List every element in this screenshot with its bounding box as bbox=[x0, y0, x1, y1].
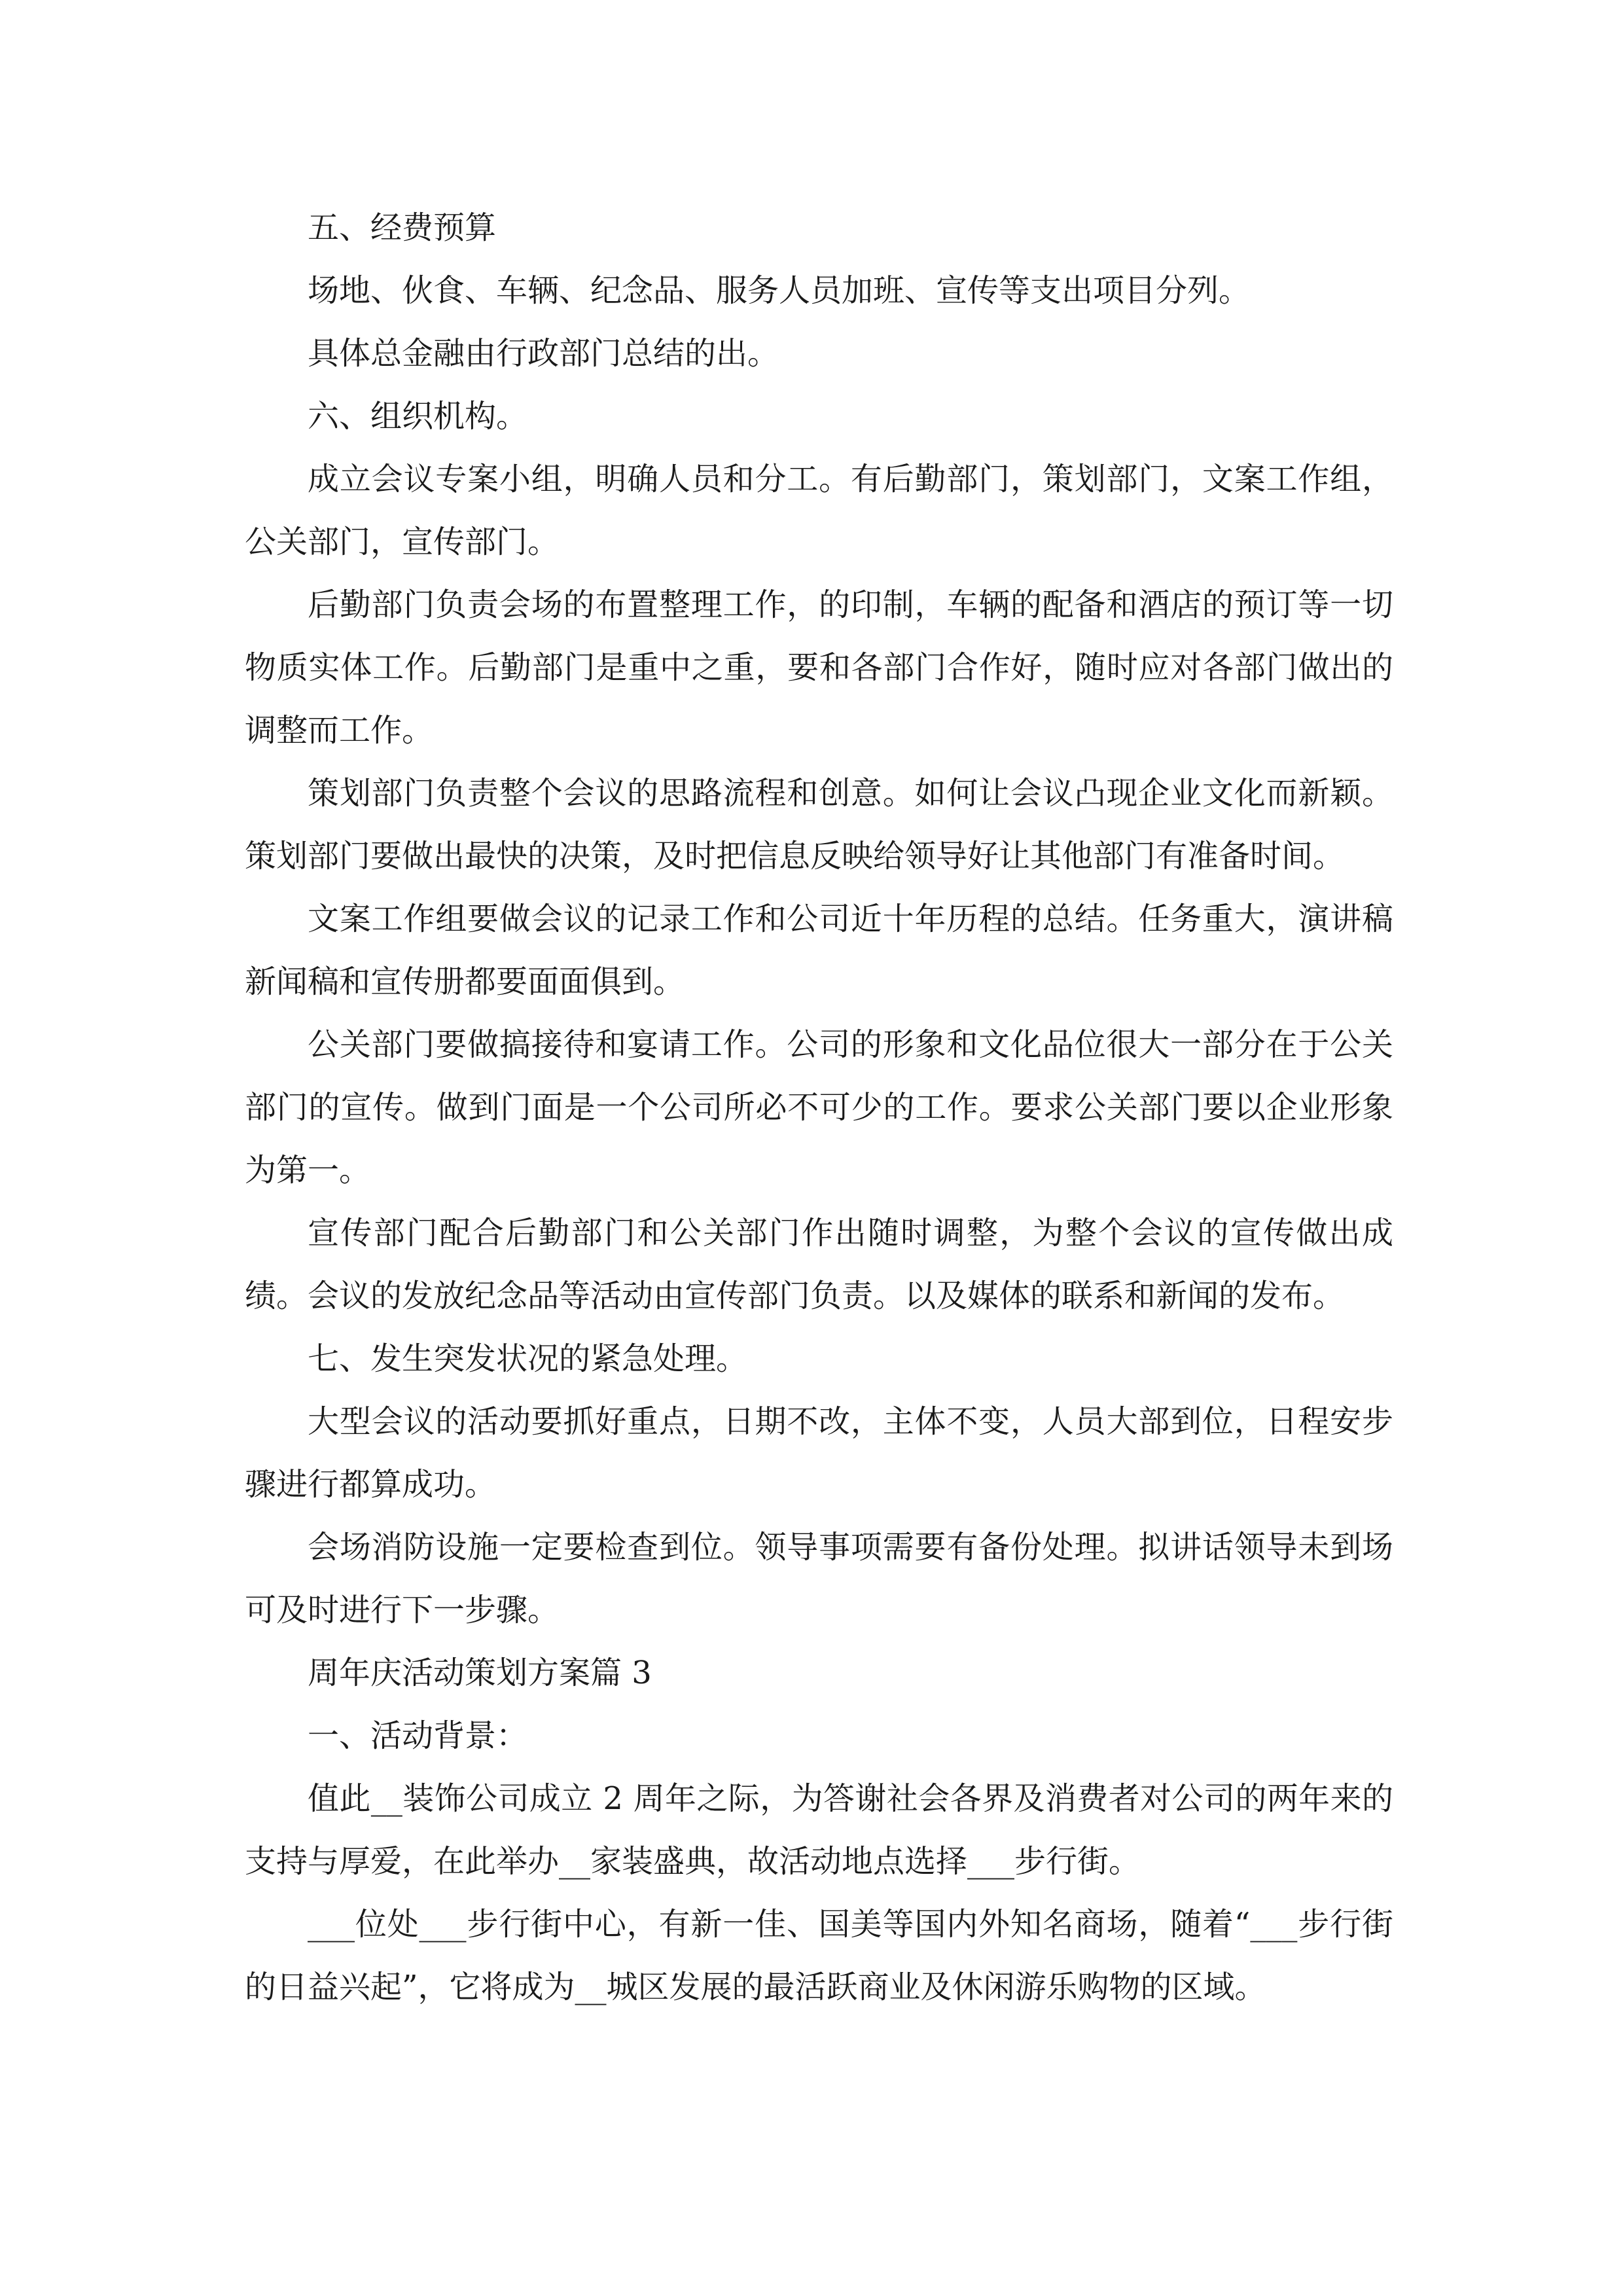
paragraph-fire-safety: 会场消防设施一定要检查到位。领导事项需要有备份处理。拟讲话领导未到场可及时进行下一步骤。 bbox=[245, 1529, 1393, 1628]
paragraph-total-amount: 具体总金融由行政部门总结的出。 bbox=[308, 335, 779, 372]
heading-budget: 五、经费预算 bbox=[308, 209, 497, 246]
paragraph-public-relations: 公关部门要做搞接待和宴请工作。公司的形象和文化品位很大一部分在于公关部门的宣传。做到门面是一个公司所必不可少的工作。要求公关部门要以企业形象为第一。 bbox=[245, 1026, 1393, 1189]
heading-emergency: 七、发生突发状况的紧急处理。 bbox=[308, 1340, 748, 1377]
paragraph-anniversary: 值此__装饰公司成立 2 周年之际，为答谢社会各界及消费者对公司的两年来的支持与厚爱，在此举办__家装盛典，故活动地点选择___步行街。 bbox=[245, 1780, 1393, 1880]
paragraph-project-team: 成立会议专案小组，明确人员和分工。有后勤部门，策划部门，文案工作组，公关部门，宣传部门。 bbox=[245, 461, 1393, 560]
paragraph-location: ___位处___步行街中心，有新一佳、国美等国内外知名商场，随着“___步行街的日益兴起”，它将成为__城区发展的最活跃商业及休闲游乐购物的区域。 bbox=[245, 1906, 1393, 2005]
paragraph-publicity: 宣传部门配合后勤部门和公关部门作出随时调整，为整个会议的宣传做出成绩。会议的发放纪念品等活动由宣传部门负责。以及媒体的联系和新闻的发布。 bbox=[245, 1215, 1393, 1314]
heading-organization: 六、组织机构。 bbox=[308, 398, 528, 435]
heading-background: 一、活动背景： bbox=[308, 1717, 528, 1754]
paragraph-key-points: 大型会议的活动要抓好重点，日期不改，主体不变，人员大部到位，日程安步骤进行都算成功。 bbox=[245, 1403, 1393, 1503]
document-body bbox=[245, 196, 1393, 2018]
paragraph-copywriting: 文案工作组要做会议的记录工作和公司近十年历程的总结。任务重大，演讲稿新闻稿和宣传册都要面面俱到。 bbox=[245, 901, 1393, 1000]
paragraph-planning: 策划部门负责整个会议的思路流程和创意。如何让会议凸现企业文化而新颖。策划部门要做出最快的决策，及时把信息反映给领导好让其他部门有准备时间。 bbox=[245, 775, 1393, 874]
paragraph-logistics: 后勤部门负责会场的布置整理工作，的印制，车辆的配备和酒店的预订等一切物质实体工作。后勤部门是重中之重，要和各部门合作好，随时应对各部门做出的调整而工作。 bbox=[245, 586, 1393, 749]
heading-plan-3: 周年庆活动策划方案篇 3 bbox=[308, 1655, 652, 1691]
paragraph-expense-items: 场地、伙食、车辆、纪念品、服务人员加班、宣传等支出项目分列。 bbox=[308, 272, 1251, 309]
